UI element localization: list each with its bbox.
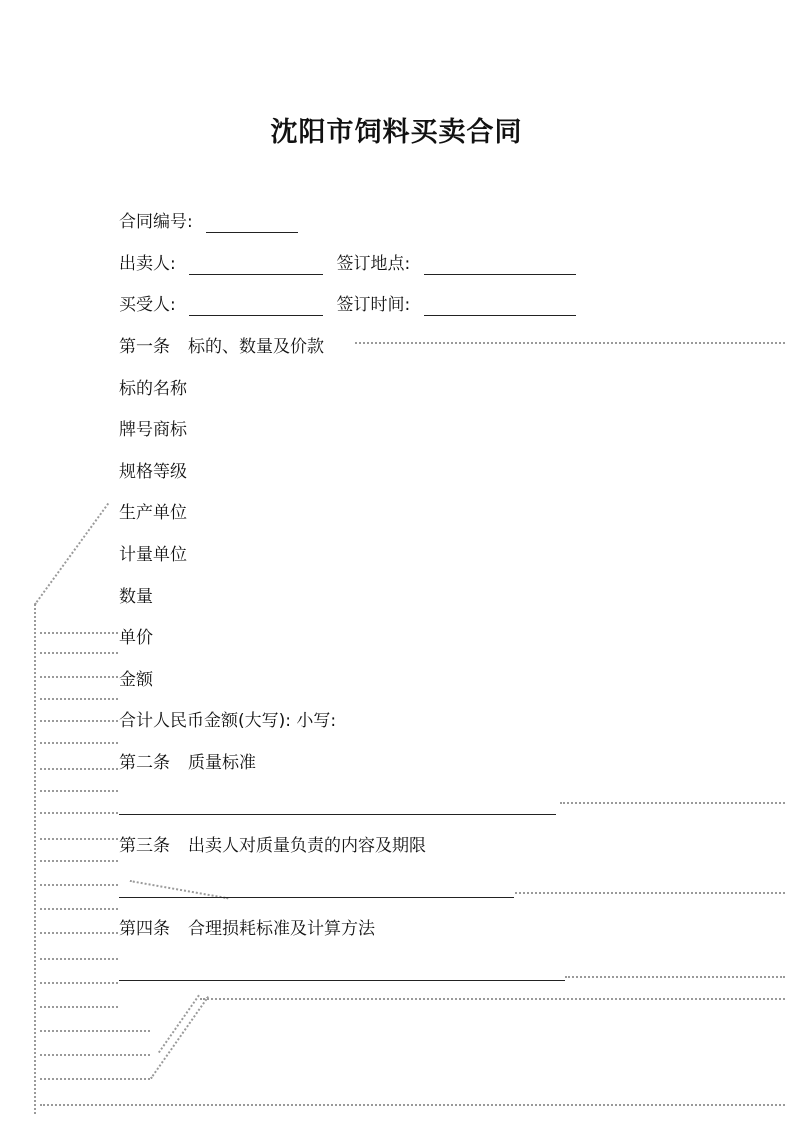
article3-number: 第三条 <box>119 836 170 856</box>
sign-time-blank[interactable] <box>424 297 576 316</box>
seller-line <box>119 253 576 275</box>
document-title: 沈阳市饲料买卖合同 <box>270 117 523 148</box>
article1-heading <box>119 336 324 358</box>
buyer-blank[interactable] <box>189 297 323 316</box>
article4-fill-line[interactable] <box>119 980 565 981</box>
contract-number-line <box>119 211 298 233</box>
item-name: 标的名称 <box>119 379 187 399</box>
article3-heading <box>119 835 426 857</box>
article2-fill-line[interactable] <box>119 814 556 815</box>
article4-heading <box>119 918 375 940</box>
item-amount: 金额 <box>119 670 153 690</box>
article2-heading <box>119 752 256 774</box>
article4-title: 合理损耗标准及计算方法 <box>188 919 375 939</box>
sign-place-label: 签订地点: <box>336 254 411 274</box>
sign-time-label: 签订时间: <box>336 295 411 315</box>
article3-fill-line[interactable] <box>119 897 514 898</box>
contract-number-label: 合同编号: <box>119 212 193 232</box>
item-unit: 计量单位 <box>119 545 187 565</box>
article2-number: 第二条 <box>119 753 170 773</box>
article1-number: 第一条 <box>119 337 170 357</box>
buyer-label: 买受人: <box>119 295 176 315</box>
article2-title: 质量标准 <box>188 753 256 773</box>
seller-label: 出卖人: <box>119 254 176 274</box>
total-amount-line: 合计人民币金额(大写): 小写: <box>119 711 337 731</box>
article4-number: 第四条 <box>119 919 170 939</box>
item-spec: 规格等级 <box>119 462 187 482</box>
seller-blank[interactable] <box>189 256 323 275</box>
item-unit-price: 单价 <box>119 628 153 648</box>
article3-title: 出卖人对质量负责的内容及期限 <box>188 836 426 856</box>
article1-title: 标的、数量及价款 <box>188 337 324 357</box>
buyer-line <box>119 294 576 316</box>
item-quantity: 数量 <box>119 587 153 607</box>
contract-number-blank[interactable] <box>206 214 298 233</box>
item-brand: 牌号商标 <box>119 420 187 440</box>
sign-place-blank[interactable] <box>424 256 576 275</box>
item-producer: 生产单位 <box>119 503 187 523</box>
